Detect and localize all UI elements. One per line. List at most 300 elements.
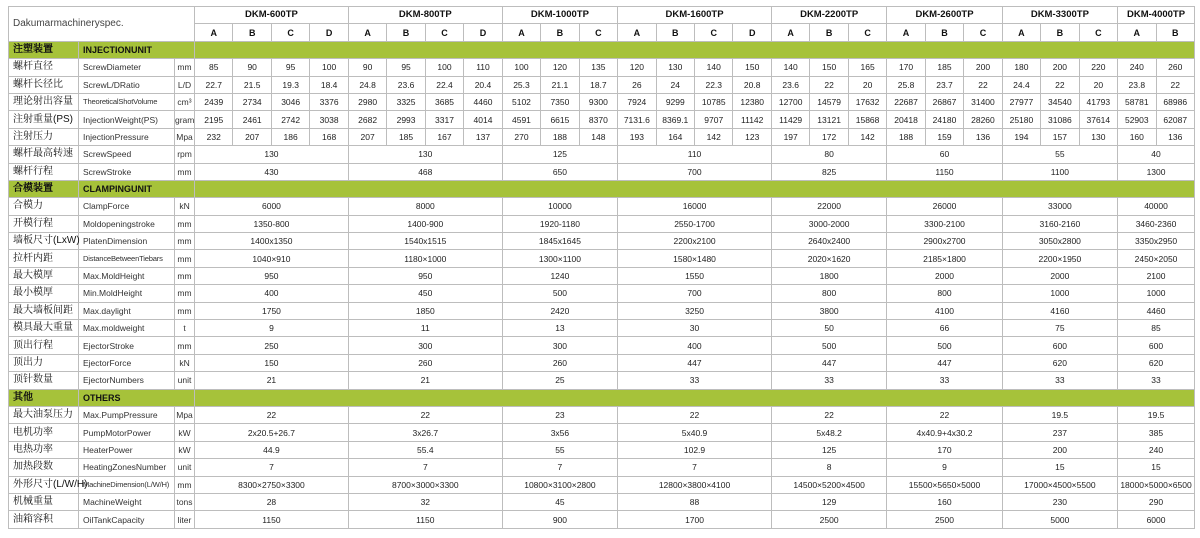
spec-value: 19.3 [271, 76, 309, 93]
param-unit: mm [175, 337, 195, 354]
spec-value: 9 [887, 459, 1002, 476]
param-unit: kN [175, 198, 195, 215]
model-name: DKM-600TP [195, 7, 349, 24]
spec-value: 15 [1002, 459, 1117, 476]
spec-value: 2682 [348, 111, 386, 128]
spec-value: 2450×2050 [1118, 250, 1195, 267]
spec-value: 900 [502, 511, 617, 528]
spec-value: 1920-1180 [502, 215, 617, 232]
param-name-cn: 理论射出容量 [9, 93, 79, 110]
param-unit: mm [175, 476, 195, 493]
spec-value: 18.4 [310, 76, 349, 93]
spec-value: 66 [887, 320, 1002, 337]
param-name-en: ClampForce [79, 198, 175, 215]
spec-value: 700 [618, 163, 772, 180]
variant-label: A [348, 24, 386, 41]
spec-value: 700 [618, 285, 772, 302]
param-unit: unit [175, 372, 195, 389]
section-title-cn: 注塑装置 [9, 41, 79, 58]
spec-value: 194 [1002, 128, 1040, 145]
spec-value: 15 [1118, 459, 1195, 476]
spec-value: 2420 [502, 302, 617, 319]
spec-value: 1180×1000 [348, 250, 502, 267]
spec-value: 300 [502, 337, 617, 354]
spec-value: 168 [310, 128, 349, 145]
spec-value: 230 [1002, 493, 1117, 510]
variant-label: C [848, 24, 886, 41]
spec-value: 197 [771, 128, 809, 145]
spec-value: 22 [1156, 76, 1194, 93]
spec-value: 21 [348, 372, 502, 389]
spec-value: 123 [733, 128, 771, 145]
spec-value: 33000 [1002, 198, 1117, 215]
spec-value: 1850 [348, 302, 502, 319]
spec-value: 100 [310, 59, 349, 76]
param-name-cn: 油箱容积 [9, 511, 79, 528]
spec-value: 142 [695, 128, 733, 145]
spec-value: 120 [618, 59, 656, 76]
spec-value: 13 [502, 320, 617, 337]
spec-value: 40000 [1118, 198, 1195, 215]
model-name: DKM-2200TP [771, 7, 886, 24]
param-name-cn: 顶针数量 [9, 372, 79, 389]
spec-value: 1150 [348, 511, 502, 528]
param-name-en: ScrewStroke [79, 163, 175, 180]
variant-label: D [310, 24, 349, 41]
spec-value: 22 [348, 406, 502, 423]
spec-value: 4460 [1118, 302, 1195, 319]
spec-value: 28 [195, 493, 349, 510]
spec-row [9, 128, 1195, 145]
param-name-cn: 最大油泵压力 [9, 406, 79, 423]
param-name-en: Max.PumpPressure [79, 406, 175, 423]
section-title-cn: 其他 [9, 389, 79, 406]
spec-value: 23 [502, 406, 617, 423]
spec-value: 1400-900 [348, 215, 502, 232]
spec-value: 20.4 [464, 76, 503, 93]
spec-value: 22 [964, 76, 1002, 93]
variant-label: C [964, 24, 1002, 41]
spec-value: 135 [579, 59, 617, 76]
spec-value: 240 [1118, 441, 1195, 458]
param-unit: mm [175, 285, 195, 302]
spec-value: 207 [233, 128, 271, 145]
spec-value: 3050x2800 [1002, 233, 1117, 250]
spec-value: 2900x2700 [887, 233, 1002, 250]
variant-label: D [464, 24, 503, 41]
spec-value: 9 [195, 320, 349, 337]
spec-value: 950 [195, 267, 349, 284]
spec-value: 232 [195, 128, 233, 145]
spec-value: 400 [195, 285, 349, 302]
spec-value: 3000-2000 [771, 215, 886, 232]
spec-value: 30 [618, 320, 772, 337]
spec-value: 52903 [1118, 111, 1156, 128]
spec-value: 125 [502, 146, 617, 163]
spec-value: 17000×4500×5500 [1002, 476, 1117, 493]
model-name: DKM-3300TP [1002, 7, 1117, 24]
spec-value: 19.5 [1118, 406, 1195, 423]
spec-table [8, 6, 1195, 529]
param-unit: gram [175, 111, 195, 128]
spec-value: 8700×3000×3300 [348, 476, 502, 493]
param-unit: unit [175, 459, 195, 476]
spec-value: 3046 [271, 93, 309, 110]
spec-row [9, 146, 1195, 163]
spec-value: 5x40.9 [618, 424, 772, 441]
spec-value: 142 [848, 128, 886, 145]
spec-value: 2640x2400 [771, 233, 886, 250]
spec-value: 164 [656, 128, 694, 145]
variant-label: B [925, 24, 963, 41]
spec-value: 130 [195, 146, 349, 163]
spec-value: 68986 [1156, 93, 1194, 110]
spec-value: 33 [618, 372, 772, 389]
spec-value: 20 [848, 76, 886, 93]
spec-value: 150 [810, 59, 848, 76]
spec-value: 2439 [195, 93, 233, 110]
spec-value: 3325 [387, 93, 425, 110]
spec-value: 500 [887, 337, 1002, 354]
spec-value: 24.8 [348, 76, 386, 93]
spec-value: 17632 [848, 93, 886, 110]
spec-value: 188 [887, 128, 925, 145]
spec-value: 3685 [425, 93, 463, 110]
spec-value: 1040×910 [195, 250, 349, 267]
spec-value: 31400 [964, 93, 1002, 110]
spec-value: 1300×1100 [502, 250, 617, 267]
spec-value: 4460 [464, 93, 503, 110]
spec-value: 85 [195, 59, 233, 76]
spec-value: 136 [964, 128, 1002, 145]
spec-value: 21.5 [233, 76, 271, 93]
spec-value: 102.9 [618, 441, 772, 458]
param-name-cn: 电热功率 [9, 441, 79, 458]
param-name-cn: 开模行程 [9, 215, 79, 232]
spec-value: 4160 [1002, 302, 1117, 319]
spec-row [9, 476, 1195, 493]
variant-label: B [1156, 24, 1194, 41]
spec-value: 7 [502, 459, 617, 476]
spec-value: 150 [195, 354, 349, 371]
variant-label: B [810, 24, 848, 41]
spec-value: 1150 [887, 163, 1002, 180]
variant-label: D [733, 24, 771, 41]
spec-value: 60 [887, 146, 1002, 163]
section-header-row [9, 389, 1195, 406]
spec-value: 8000 [348, 198, 502, 215]
spec-value: 11 [348, 320, 502, 337]
spec-value: 5x48.2 [771, 424, 886, 441]
spec-value: 2100 [1118, 267, 1195, 284]
spec-value: 2461 [233, 111, 271, 128]
spec-value: 170 [887, 59, 925, 76]
spec-value: 250 [195, 337, 349, 354]
spec-value: 600 [1118, 337, 1195, 354]
param-name-cn: 电机功率 [9, 424, 79, 441]
spec-value: 600 [1002, 337, 1117, 354]
variant-label: C [1079, 24, 1117, 41]
spec-row [9, 233, 1195, 250]
spec-row [9, 93, 1195, 110]
spec-value: 2000 [887, 267, 1002, 284]
variant-label: B [656, 24, 694, 41]
spec-value: 447 [887, 354, 1002, 371]
spec-value: 55 [502, 441, 617, 458]
spec-value: 7350 [541, 93, 579, 110]
spec-value: 10785 [695, 93, 733, 110]
spec-value: 80 [771, 146, 886, 163]
param-unit: rpm [175, 146, 195, 163]
spec-value: 1000 [1118, 285, 1195, 302]
spec-value: 1000 [1002, 285, 1117, 302]
param-name-cn: 螺杆最高转速 [9, 146, 79, 163]
spec-value: 22.3 [695, 76, 733, 93]
spec-value: 120 [541, 59, 579, 76]
spec-value: 130 [1079, 128, 1117, 145]
spec-value: 90 [348, 59, 386, 76]
spec-value: 22 [810, 76, 848, 93]
spec-value: 150 [733, 59, 771, 76]
spec-value: 2734 [233, 93, 271, 110]
spec-value: 95 [387, 59, 425, 76]
param-name-en: PlatenDimension [79, 233, 175, 250]
spec-value: 200 [1002, 441, 1117, 458]
section-title-en: CLAMPINGUNIT [79, 180, 195, 197]
spec-value: 18000×5000×6500 [1118, 476, 1195, 493]
spec-value: 160 [1118, 128, 1156, 145]
param-name-cn: 最大墙板间距 [9, 302, 79, 319]
spec-value: 85 [1118, 320, 1195, 337]
spec-value: 8370 [579, 111, 617, 128]
spec-value: 193 [618, 128, 656, 145]
spec-value: 1800 [771, 267, 886, 284]
variant-label: C [695, 24, 733, 41]
spec-value: 9300 [579, 93, 617, 110]
spec-value: 8300×2750×3300 [195, 476, 349, 493]
spec-value: 24180 [925, 111, 963, 128]
param-name-en: TheoreticalShotVolume [79, 93, 175, 110]
model-name: DKM-1000TP [502, 7, 617, 24]
variant-label: A [195, 24, 233, 41]
spec-value: 4591 [502, 111, 540, 128]
spec-value: 23.6 [387, 76, 425, 93]
spec-value: 1580×1480 [618, 250, 772, 267]
param-name-en: Max.moldweight [79, 320, 175, 337]
spec-value: 260 [502, 354, 617, 371]
param-unit: L/D [175, 76, 195, 93]
spec-value: 188 [541, 128, 579, 145]
param-name-en: Max.daylight [79, 302, 175, 319]
spec-value: 26867 [925, 93, 963, 110]
spec-value: 12380 [733, 93, 771, 110]
spec-value: 450 [348, 285, 502, 302]
param-name-cn: 最小模厚 [9, 285, 79, 302]
param-name-cn: 注射压力 [9, 128, 79, 145]
spec-value: 7131.6 [618, 111, 656, 128]
spec-value: 33 [887, 372, 1002, 389]
variant-label: A [1118, 24, 1156, 41]
param-name-en: DistanceBetweenTiebars [79, 250, 175, 267]
spec-value: 25 [502, 372, 617, 389]
section-title-cn: 合模装置 [9, 180, 79, 197]
variant-label: A [502, 24, 540, 41]
spec-value: 24.4 [1002, 76, 1040, 93]
spec-value: 468 [348, 163, 502, 180]
spec-value: 400 [618, 337, 772, 354]
spec-row [9, 372, 1195, 389]
spec-value: 33 [1118, 372, 1195, 389]
spec-value: 129 [771, 493, 886, 510]
spec-value: 33 [771, 372, 886, 389]
spec-value: 15868 [848, 111, 886, 128]
param-unit: mm [175, 163, 195, 180]
param-name-cn: 最大模厚 [9, 267, 79, 284]
spec-value: 95 [271, 59, 309, 76]
spec-value: 41793 [1079, 93, 1117, 110]
spec-value: 500 [771, 337, 886, 354]
spec-value: 7924 [618, 93, 656, 110]
spec-value: 6615 [541, 111, 579, 128]
spec-value: 9299 [656, 93, 694, 110]
spec-value: 55 [1002, 146, 1117, 163]
param-unit: mm [175, 302, 195, 319]
spec-row [9, 406, 1195, 423]
param-name-en: InjectionWeight(PS) [79, 111, 175, 128]
spec-value: 130 [656, 59, 694, 76]
spec-value: 31086 [1041, 111, 1079, 128]
spec-value: 1700 [618, 511, 772, 528]
spec-value: 300 [348, 337, 502, 354]
spec-value: 2020×1620 [771, 250, 886, 267]
variant-label: B [387, 24, 425, 41]
param-name-en: HeaterPower [79, 441, 175, 458]
spec-value: 16000 [618, 198, 772, 215]
spec-value: 200 [1041, 59, 1079, 76]
spec-value: 385 [1118, 424, 1195, 441]
variant-label: A [887, 24, 925, 41]
spec-row [9, 76, 1195, 93]
param-unit: Mpa [175, 128, 195, 145]
param-name-en: MachineDimension(L/W/H) [79, 476, 175, 493]
spec-row [9, 302, 1195, 319]
brand-label: Dakumarmachineryspec. [9, 7, 195, 42]
param-name-cn: 螺杆行程 [9, 163, 79, 180]
spec-value: 137 [464, 128, 503, 145]
spec-value: 950 [348, 267, 502, 284]
spec-value: 100 [425, 59, 463, 76]
spec-value: 6000 [195, 198, 349, 215]
spec-value: 11429 [771, 111, 809, 128]
spec-value: 3350x2950 [1118, 233, 1195, 250]
spec-value: 620 [1002, 354, 1117, 371]
spec-value: 220 [1079, 59, 1117, 76]
param-name-en: EjectorNumbers [79, 372, 175, 389]
spec-value: 260 [348, 354, 502, 371]
spec-row [9, 267, 1195, 284]
spec-value: 200 [964, 59, 1002, 76]
spec-value: 22 [771, 406, 886, 423]
spec-row [9, 285, 1195, 302]
spec-value: 160 [887, 493, 1002, 510]
param-unit: Mpa [175, 406, 195, 423]
variant-label: A [1002, 24, 1040, 41]
param-name-en: OilTankCapacity [79, 511, 175, 528]
spec-value: 58781 [1118, 93, 1156, 110]
param-unit: mm [175, 215, 195, 232]
spec-value: 50 [771, 320, 886, 337]
spec-value: 1550 [618, 267, 772, 284]
spec-value: 13121 [810, 111, 848, 128]
spec-value: 22 [195, 406, 349, 423]
spec-value: 20418 [887, 111, 925, 128]
spec-value: 22 [1041, 76, 1079, 93]
spec-value: 32 [348, 493, 502, 510]
variant-label: C [271, 24, 309, 41]
variant-label: C [579, 24, 617, 41]
spec-value: 25.3 [502, 76, 540, 93]
spec-value: 1750 [195, 302, 349, 319]
spec-value: 186 [271, 128, 309, 145]
spec-value: 500 [502, 285, 617, 302]
spec-value: 3x26.7 [348, 424, 502, 441]
spec-value: 447 [771, 354, 886, 371]
spec-value: 12800×3800×4100 [618, 476, 772, 493]
spec-value: 25180 [1002, 111, 1040, 128]
param-unit: t [175, 320, 195, 337]
spec-value: 34540 [1041, 93, 1079, 110]
spec-value: 2200×1950 [1002, 250, 1117, 267]
param-unit: kW [175, 441, 195, 458]
param-name-en: InjectionPressure [79, 128, 175, 145]
spec-value: 159 [925, 128, 963, 145]
spec-sheet [8, 6, 1194, 529]
spec-value: 7 [195, 459, 349, 476]
spec-value: 140 [695, 59, 733, 76]
spec-row [9, 493, 1195, 510]
spec-value: 237 [1002, 424, 1117, 441]
section-header-row [9, 180, 1195, 197]
spec-value: 33 [1002, 372, 1117, 389]
spec-value: 23.8 [1118, 76, 1156, 93]
spec-value: 4014 [464, 111, 503, 128]
spec-row [9, 198, 1195, 215]
section-filler [195, 389, 1195, 406]
spec-value: 7 [348, 459, 502, 476]
spec-value: 23.6 [771, 76, 809, 93]
spec-value: 2550-1700 [618, 215, 772, 232]
spec-value: 3x56 [502, 424, 617, 441]
spec-value: 2993 [387, 111, 425, 128]
spec-value: 136 [1156, 128, 1194, 145]
spec-value: 3300-2100 [887, 215, 1002, 232]
section-header-row [9, 41, 1195, 58]
spec-value: 207 [348, 128, 386, 145]
spec-value: 22.4 [425, 76, 463, 93]
spec-row [9, 441, 1195, 458]
spec-value: 172 [810, 128, 848, 145]
param-name-cn: 注射重量(PS) [9, 111, 79, 128]
spec-value: 2742 [271, 111, 309, 128]
param-name-en: Moldopeningstroke [79, 215, 175, 232]
header-row-models [9, 7, 1195, 24]
param-name-en: EjectorForce [79, 354, 175, 371]
spec-value: 1350-800 [195, 215, 349, 232]
spec-value: 2200x2100 [618, 233, 772, 250]
spec-value: 14579 [810, 93, 848, 110]
param-name-en: PumpMotorPower [79, 424, 175, 441]
spec-value: 45 [502, 493, 617, 510]
